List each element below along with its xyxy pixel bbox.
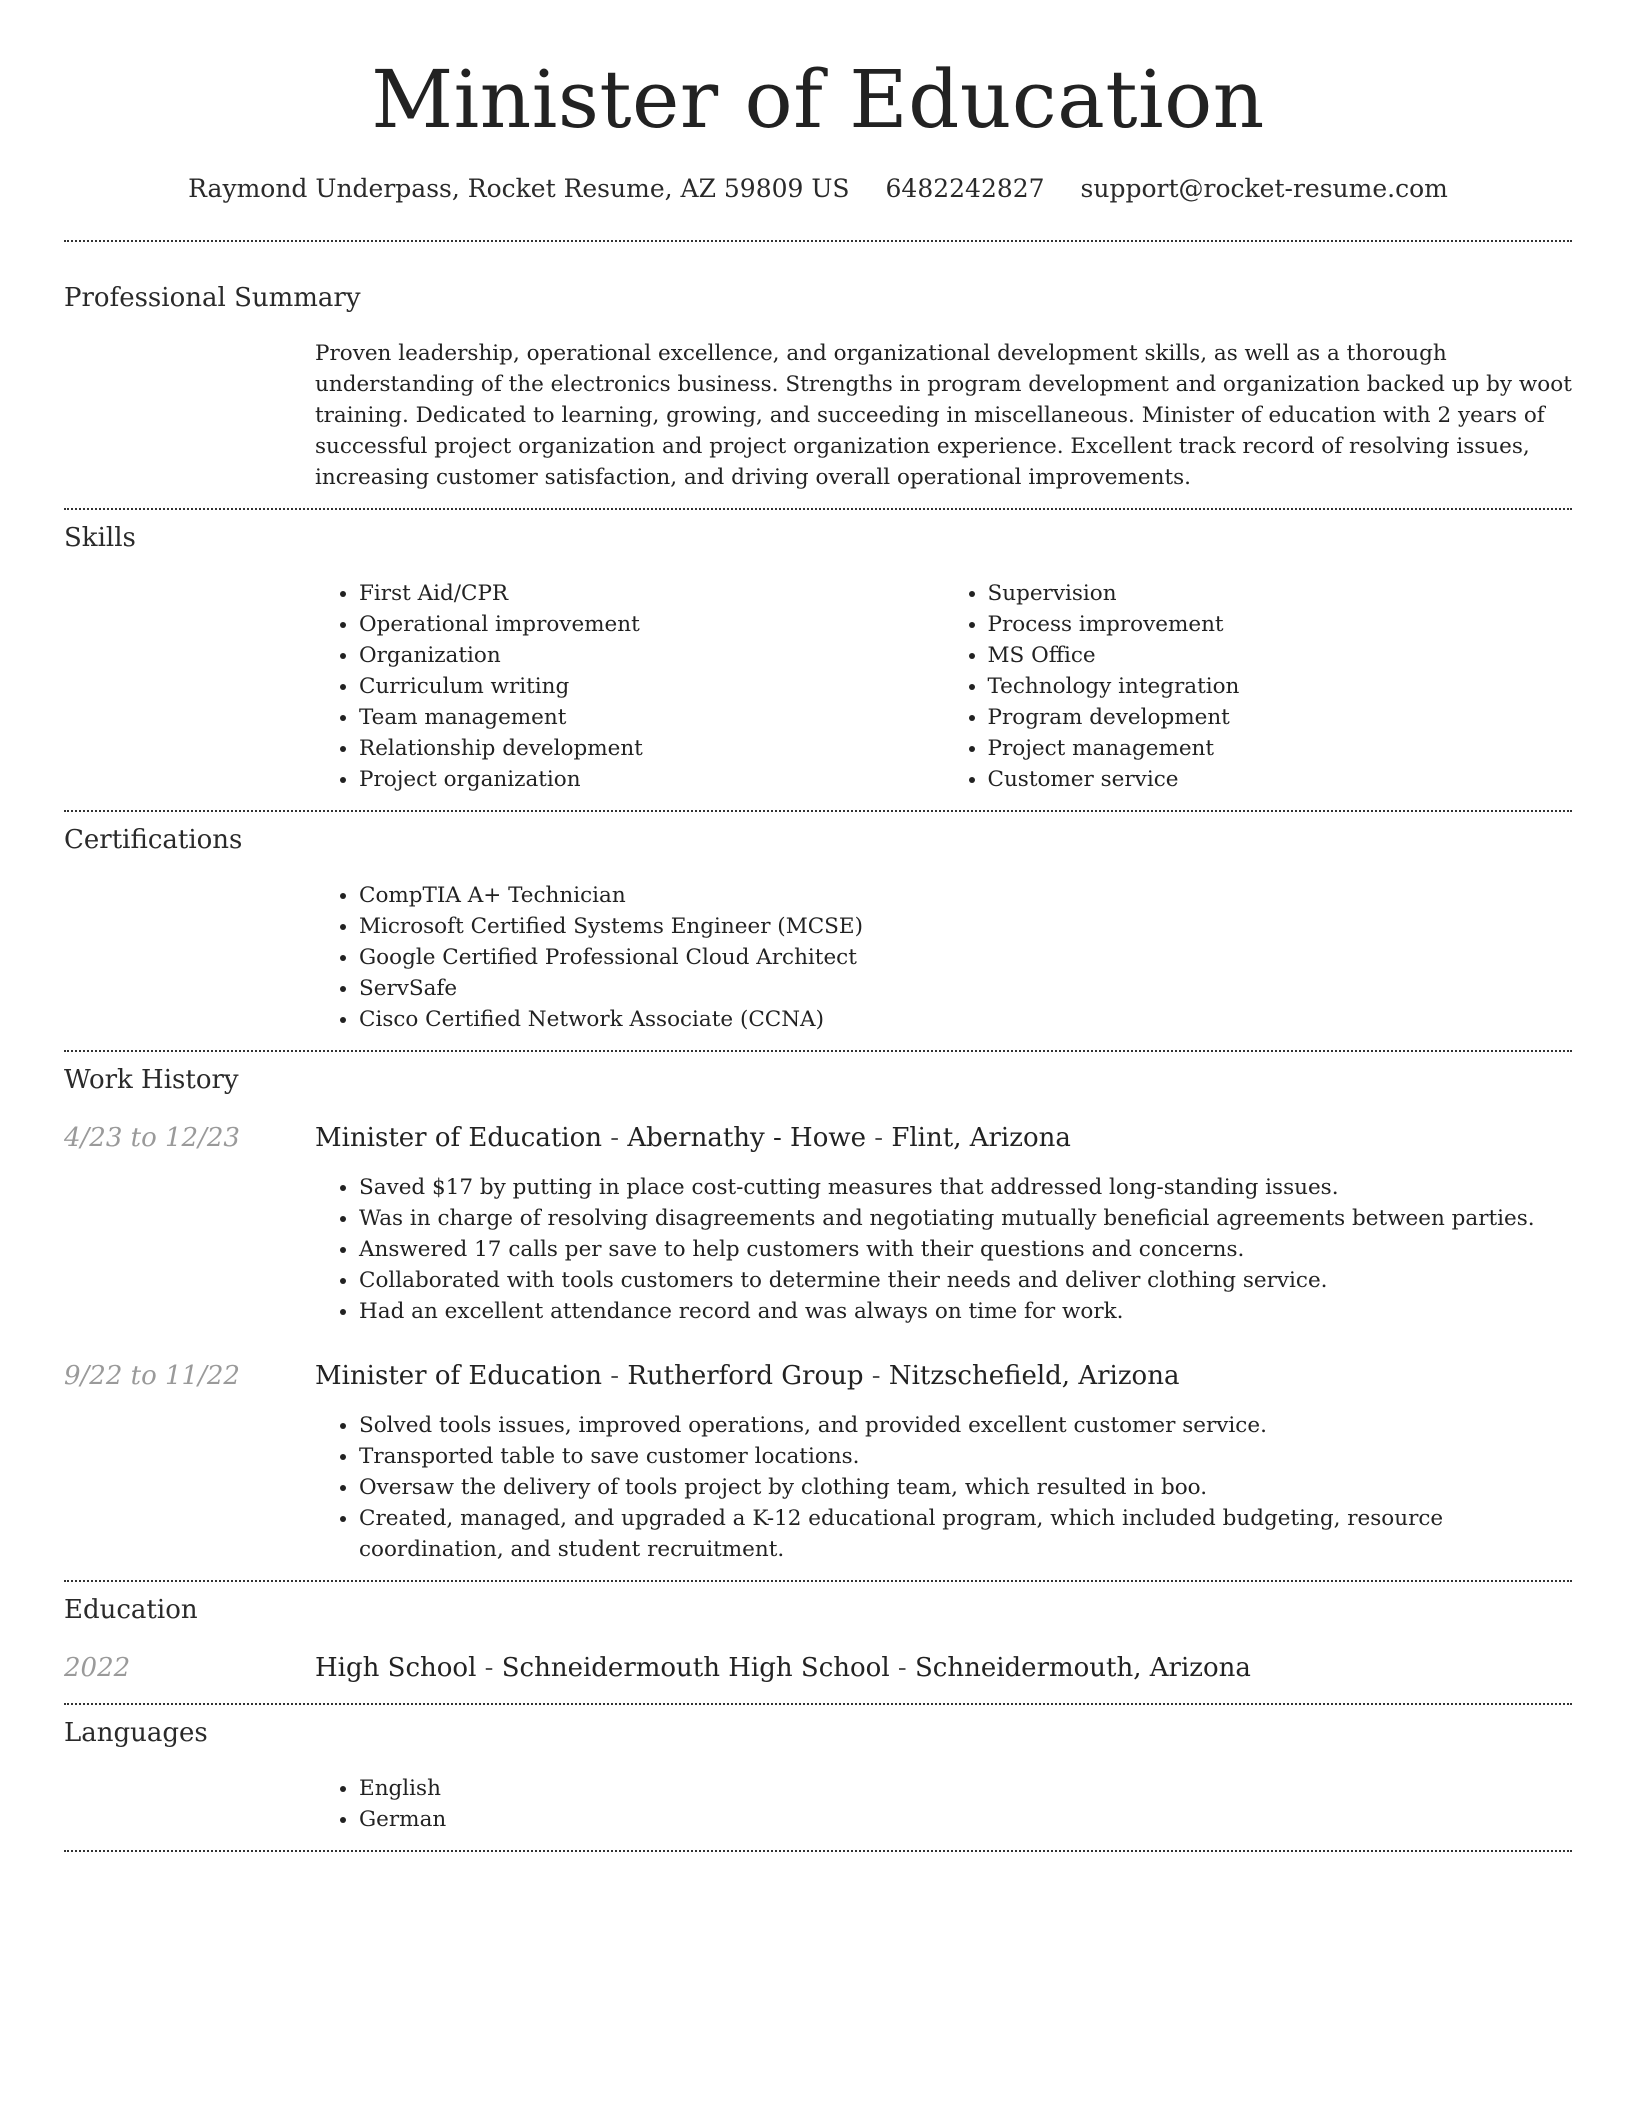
list-item: • Project management [988, 733, 1573, 764]
list-item: • Answered 17 calls per save to help customers with their questions and concerns. [359, 1234, 1572, 1265]
summary-section [64, 283, 1572, 493]
list-item: • Had an excellent attendance record and was always on time for work. [359, 1296, 1572, 1327]
job-heading: Minister of Education - Abernathy - Howe - Flint, Arizona [315, 1123, 1071, 1153]
job-bullet-list [315, 1172, 1572, 1327]
section-title-skills: Skills [64, 523, 136, 553]
list-item: • Supervision [988, 578, 1573, 609]
languages-list [315, 1773, 1572, 1835]
list-item: • Team management [359, 702, 944, 733]
education-location: Schneidermouth, Arizona [914, 1653, 1251, 1683]
job-bullets [315, 1172, 1572, 1327]
job-bullet-list [315, 1410, 1572, 1565]
list-item: • Customer service [988, 764, 1573, 795]
certifications-list [315, 880, 1572, 1035]
list-item: • ServSafe [359, 973, 1572, 1004]
job-dates: 4/23 to 12/23 [64, 1123, 240, 1153]
job-entry [64, 1361, 1572, 1565]
divider [64, 1703, 1572, 1705]
list-item: • Technology integration [988, 671, 1573, 702]
divider [64, 508, 1572, 510]
section-title-certifications: Certifications [64, 825, 243, 855]
divider [64, 1050, 1572, 1052]
education-year: 2022 [64, 1653, 131, 1683]
job-role: Minister of Education [315, 1123, 603, 1153]
list-item: • Operational improvement [359, 609, 944, 640]
job-dates: 9/22 to 11/22 [64, 1361, 240, 1391]
list-item: • Cisco Certified Network Associate (CCNA) [359, 1004, 1572, 1035]
job-company: Abernathy - Howe [627, 1123, 866, 1153]
list-item: • Process improvement [988, 609, 1573, 640]
list-item: • Transported table to save customer locations. [359, 1441, 1572, 1472]
divider [64, 1850, 1572, 1852]
list-item: • Organization [359, 640, 944, 671]
resume-page [64, 0, 1572, 1852]
section-title-work: Work History [64, 1065, 239, 1095]
list-item: • Oversaw the delivery of tools project by clothing team, which resulted in boo. [359, 1472, 1572, 1503]
divider [64, 240, 1572, 242]
contact-line [64, 174, 1572, 204]
skills-grid [315, 578, 1572, 795]
job-company: Rutherford Group [627, 1361, 864, 1391]
list-item: • Saved $17 by putting in place cost-cutting measures that addressed long-standing issues. [359, 1172, 1572, 1203]
summary-body [315, 338, 1572, 493]
job-heading: Minister of Education - Rutherford Group - Nitzschefield, Arizona [315, 1361, 1180, 1391]
resume-header [64, 0, 1572, 204]
divider [64, 810, 1572, 812]
certifications-section [64, 825, 1572, 1035]
list-item: • Created, managed, and upgraded a K-12 educational program, which included budgeting, resource coordination, and student recruitment. [359, 1503, 1572, 1565]
list-item: • CompTIA A+ Technician [359, 880, 1572, 911]
list-item: • MS Office [988, 640, 1573, 671]
contact-phone: 6482242827 [885, 174, 1045, 203]
education-heading: High School - Schneidermouth High School - Schneidermouth, Arizona [315, 1653, 1251, 1683]
job-entry [64, 1123, 1572, 1327]
list-item: • Curriculum writing [359, 671, 944, 702]
skills-section [64, 523, 1572, 795]
list-item: • Project organization [359, 764, 944, 795]
job-role: Minister of Education [315, 1361, 603, 1391]
list-item: • Microsoft Certified Systems Engineer (MCSE) [359, 911, 1572, 942]
skills-list-right [944, 578, 1573, 795]
languages-section [64, 1718, 1572, 1835]
work-section [64, 1065, 1572, 1565]
summary-text: Proven leadership, operational excellence, and organizational development skills, as well as a thorough understanding of the electronics business. Strengths in program development and organization backed up by woot training. Dedicated to learning, growing, and succeeding in miscellaneous. Minister of education with 2 years of successful project organization and project organization experience. Excellent track record of resolving issues, increasing customer satisfaction, and driving overall operational improvements. [315, 341, 1572, 490]
candidate-name: Minister of Education [371, 53, 1265, 146]
education-school: Schneidermouth High School [501, 1653, 890, 1683]
list-item: • Relationship development [359, 733, 944, 764]
section-title-languages: Languages [64, 1718, 208, 1748]
job-location: Nitzschefield, Arizona [888, 1361, 1180, 1391]
contact-email: support@rocket-resume.com [1080, 174, 1448, 203]
certifications-body [315, 880, 1572, 1035]
job-bullets [315, 1410, 1572, 1565]
education-section [64, 1595, 1572, 1683]
education-degree: High School [315, 1653, 477, 1683]
list-item: • German [359, 1804, 1572, 1835]
section-title-education: Education [64, 1595, 198, 1625]
list-item: • Was in charge of resolving disagreements and negotiating mutually beneficial agreements between parties. [359, 1203, 1572, 1234]
list-item: • First Aid/CPR [359, 578, 944, 609]
job-location: Flint, Arizona [891, 1123, 1071, 1153]
contact-address: Raymond Underpass, Rocket Resume, AZ 59809 US [188, 174, 850, 203]
list-item: • Program development [988, 702, 1573, 733]
list-item: • English [359, 1773, 1572, 1804]
education-entry [64, 1653, 1572, 1683]
list-item: • Collaborated with tools customers to determine their needs and deliver clothing service. [359, 1265, 1572, 1296]
section-title-summary: Professional Summary [64, 283, 361, 313]
languages-body [315, 1773, 1572, 1835]
skills-list-left [315, 578, 944, 795]
list-item: • Solved tools issues, improved operations, and provided excellent customer service. [359, 1410, 1572, 1441]
divider [64, 1580, 1572, 1582]
list-item: • Google Certified Professional Cloud Architect [359, 942, 1572, 973]
